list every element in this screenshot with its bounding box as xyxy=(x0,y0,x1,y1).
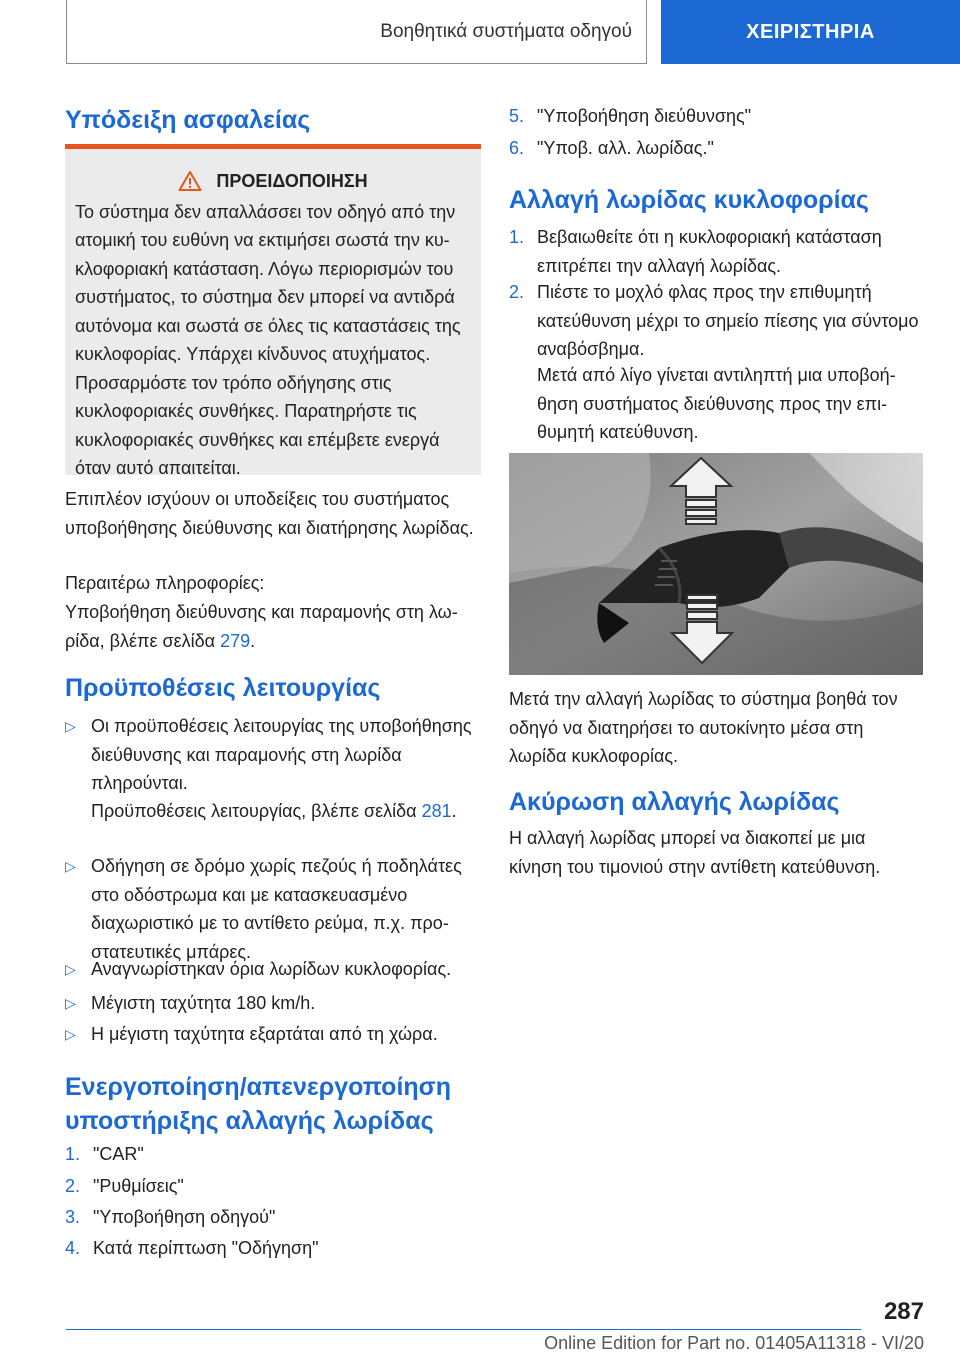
step-text: "CAR" xyxy=(93,1144,144,1164)
header-tab-label: ΧΕΙΡΙΣΤΗΡΙΑ xyxy=(746,20,875,43)
reference-end: . xyxy=(250,630,256,651)
step-number: 2. xyxy=(65,1176,81,1196)
bullet-text: Η μέγιστη ταχύτητα εξαρτάται από τη χώρα. xyxy=(91,1024,438,1044)
list-item-sub xyxy=(509,361,923,447)
step-text: "Υποβοήθηση διεύθυνσης" xyxy=(537,106,752,126)
step-sub-text: Μετά από λίγο γίνεται αντιληπτή μια υποβοήθηση συστήματος διεύθυνσης προς την επιθυμητή κατεύθυνση. xyxy=(537,365,896,442)
warning-triangle-icon xyxy=(178,170,202,192)
turn-signal-lever-photo xyxy=(509,453,923,675)
list-item xyxy=(65,1140,481,1169)
paragraph-more-info: Περαιτέρω πληροφορίες: xyxy=(65,573,265,593)
list-item xyxy=(509,223,923,280)
step-text: "Υποβ. αλλ. λωρίδας." xyxy=(537,138,714,158)
list-item-sub xyxy=(65,797,481,826)
list-item xyxy=(509,278,923,364)
step-text: "Υποβοήθηση οδηγού" xyxy=(93,1207,276,1227)
list-item xyxy=(65,1172,481,1201)
list-item xyxy=(509,102,923,131)
warning-header xyxy=(75,167,471,196)
heading-conditions: Προϋποθέσεις λειτουργίας xyxy=(65,674,381,702)
triangle-bullet-icon: ▷ xyxy=(65,995,76,1011)
list-item xyxy=(65,1234,481,1263)
list-item xyxy=(65,712,481,798)
page-link-281[interactable]: 281 xyxy=(421,801,452,821)
bullet-text: Οδήγηση σε δρόμο χωρίς πεζούς ή ποδηλάτες στο οδόστρωμα και με κατασκευασμένο διαχωριστικό με το αντίθετο ρεύμα, π.χ. προστατευτικές μπάρες. xyxy=(91,856,462,962)
triangle-bullet-icon: ▷ xyxy=(65,1026,76,1042)
bullet-sub-text: Προϋποθέσεις λειτουργίας, βλέπε σελίδα xyxy=(91,801,422,821)
heading-activate: Ενεργοποίηση/απενεργοποίηση υποστήριξης αλλαγής λωρίδας xyxy=(65,1073,452,1135)
paragraph-after-change: Μετά την αλλαγή λωρίδας το σύστημα βοηθά τον οδηγό να διατηρήσει το αυτοκίνητο μέσα στη λωρίδα κυκλοφορίας. xyxy=(509,689,898,766)
paragraph-cancel: Η αλλαγή λωρίδας μπορεί να διακοπεί με μια κίνηση του τιμονιού στην αντίθετη κατεύθυνση. xyxy=(509,828,881,877)
footer-edition: Online Edition for Part no. 01405A11318 - VI/20 xyxy=(544,1333,924,1353)
triangle-bullet-icon: ▷ xyxy=(65,858,76,874)
footer-rule xyxy=(66,1329,861,1330)
triangle-bullet-icon: ▷ xyxy=(65,961,76,977)
heading-cancel: Ακύρωση αλλαγής λωρίδας xyxy=(509,788,840,816)
step-text: Κατά περίπτωση "Οδήγηση" xyxy=(93,1238,319,1258)
step-text: Βεβαιωθείτε ότι η κυκλοφοριακή κατάσταση επιτρέπει την αλλαγή λωρίδας. xyxy=(537,227,882,276)
bullet-text: Οι προϋποθέσεις λειτουργίας της υποβοήθησης διεύθυνσης και παραμονής στη λωρίδα πληρούνται. xyxy=(91,716,472,793)
list-item xyxy=(509,134,923,163)
list-item xyxy=(65,852,481,966)
header-section-title: Βοηθητικά συστήματα οδηγού xyxy=(380,20,632,42)
step-number: 1. xyxy=(65,1144,81,1164)
step-number: 5. xyxy=(509,106,525,126)
step-number: 3. xyxy=(65,1207,81,1227)
bullet-sub-end: . xyxy=(451,801,457,821)
warning-text: Το σύστημα δεν απαλλάσσει τον οδηγό από την ατομική του ευθύνη να εκτιμήσει σωστά την κυκλοφοριακή κατάσταση. Λόγω περιορισμών του συστήματος, το σύστημα δεν μπορεί να αντιδρά αυτόνομα και σωστά σε όλες τις καταστάσεις της κυκλοφορίας. Υπάρχει κίνδυνος ατυχήματος. Προσαρμόστε τον τρόπο οδήγησης στις κυκλοφοριακές συνθήκες. Παρατηρήστε τις κυκλοφοριακές συνθήκες και επέμβετε ενεργά όταν αυτό απαιτείται. xyxy=(75,201,461,478)
step-text: Πιέστε το μοχλό φλας προς την επιθυμητή κατεύθυνση μέχρι το σημείο πίεσης για σύντομο αναβόσβημα. xyxy=(537,282,919,359)
bullet-text: Μέγιστη ταχύτητα 180 km/h. xyxy=(91,993,316,1013)
paragraph-extra: Επιπλέον ισχύουν οι υποδείξεις του συστήματος υποβοήθησης διεύθυνσης και διατήρησης λωρίδας. xyxy=(65,489,474,538)
bullet-text: Αναγνωρίστηκαν όρια λωρίδων κυκλοφορίας. xyxy=(91,959,452,979)
step-number: 2. xyxy=(509,282,525,302)
list-item xyxy=(65,1020,481,1049)
page-link-279[interactable]: 279 xyxy=(220,630,251,651)
step-number: 1. xyxy=(509,227,525,247)
page-number: 287 xyxy=(883,1298,924,1325)
step-number: 6. xyxy=(509,138,525,158)
reference-text: Υποβοήθηση διεύθυνσης και παραμονής στη λωρίδα, βλέπε σελίδα xyxy=(65,602,458,651)
list-item xyxy=(65,955,481,984)
heading-lane-change: Αλλαγή λωρίδας κυκλοφορίας xyxy=(509,186,869,214)
heading-safety: Υπόδειξη ασφαλείας xyxy=(65,106,311,134)
list-item xyxy=(65,1203,481,1232)
paragraph-reference xyxy=(65,598,481,655)
step-number: 4. xyxy=(65,1238,81,1258)
header-section xyxy=(66,0,647,64)
warning-box xyxy=(65,149,481,478)
warning-title: ΠΡΟΕΙΔΟΠΟΙΗΣΗ xyxy=(216,171,368,191)
step-text: "Ρυθμίσεις" xyxy=(93,1176,184,1196)
header-tab[interactable] xyxy=(661,0,960,64)
list-item xyxy=(65,989,481,1018)
turn-signal-lever-illustration xyxy=(509,453,923,675)
triangle-bullet-icon: ▷ xyxy=(65,718,76,734)
